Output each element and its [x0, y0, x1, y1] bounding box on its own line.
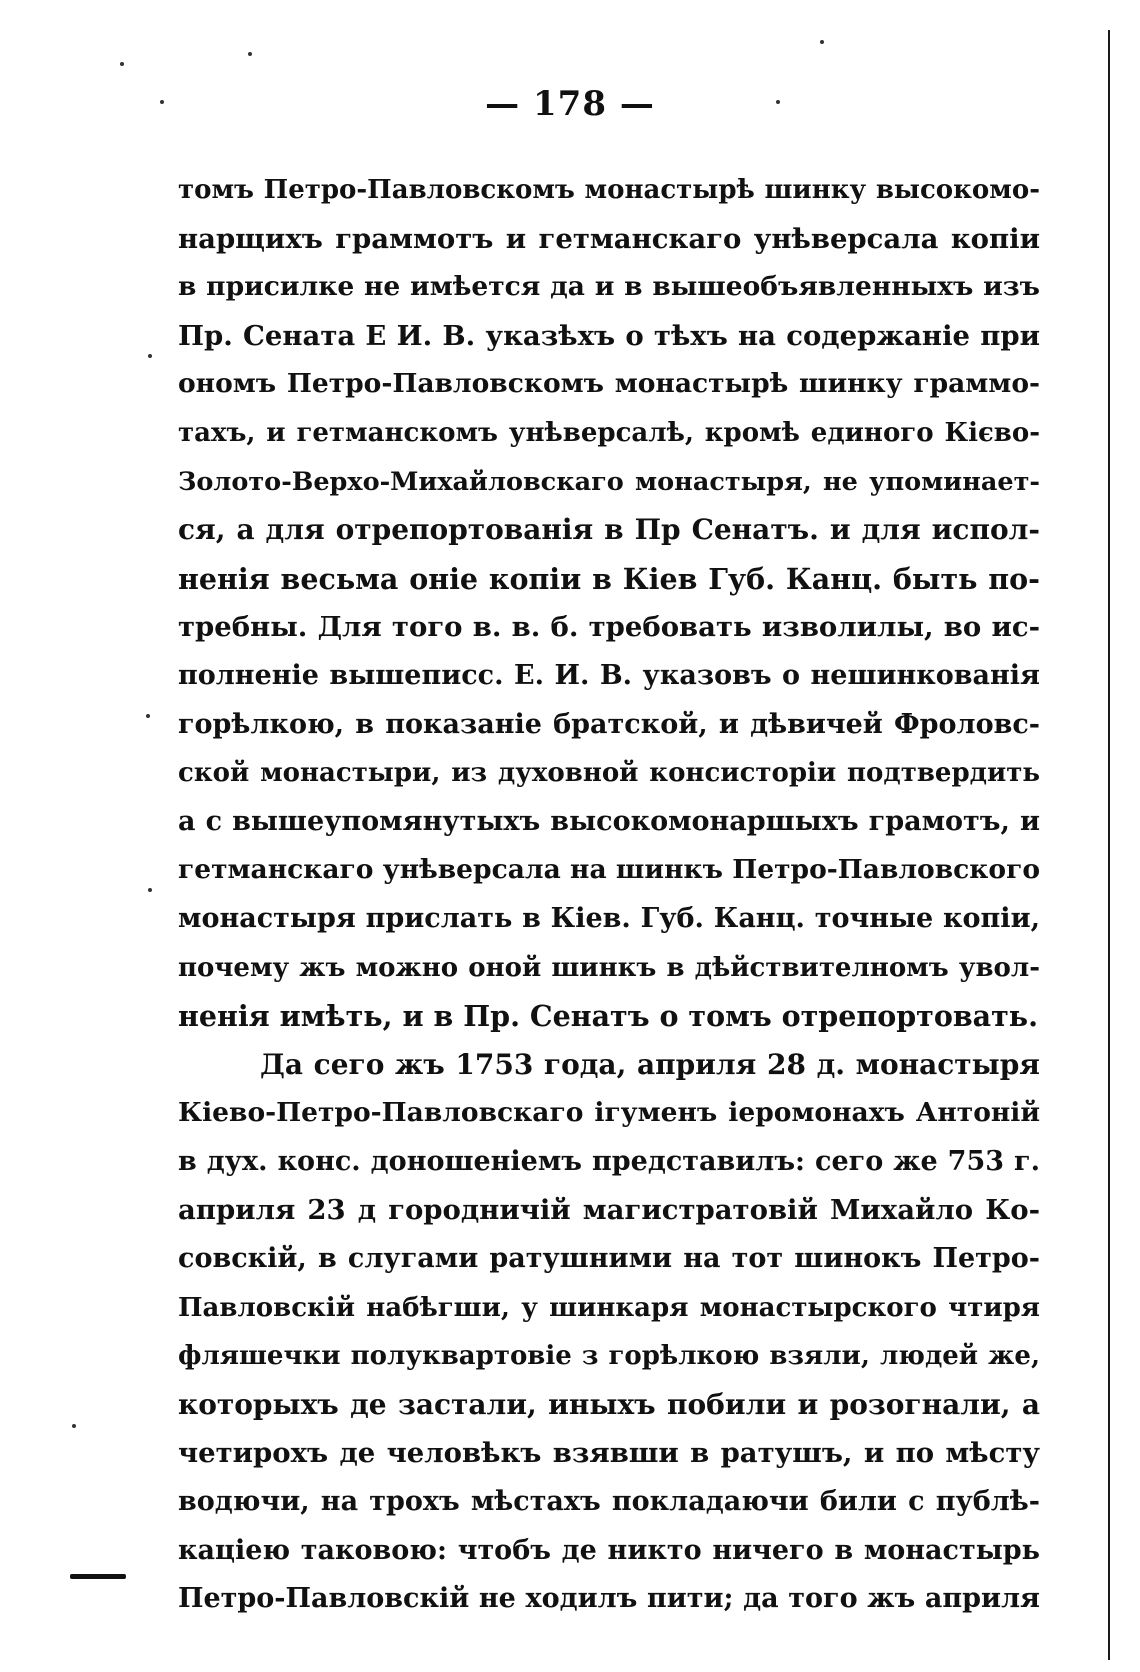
- text-line: в присилке не имѣется да и в вышеобъявленныхъ изъ: [178, 271, 1040, 303]
- text-line: тахъ, и гетманскомъ унѣверсалѣ, кромѣ единого Кієво-: [178, 417, 1040, 448]
- scan-speck: [776, 100, 780, 104]
- scan-speck: [248, 52, 252, 56]
- scan-mark: [70, 1574, 126, 1579]
- text-line: фляшечки полуквартовіе з горѣлкою взяли, людей же,: [178, 1341, 1040, 1372]
- scan-speck: [72, 1424, 76, 1428]
- scan-speck: [148, 888, 152, 892]
- text-line: Петро-Павловскій не ходилъ пити; да того жъ априля: [178, 1583, 1040, 1615]
- text-line: гетманскаго унѣверсала на шинкъ Петро-Павловского: [178, 854, 1040, 886]
- text-line: Пр. Сената Е И. В. указѣхъ о тѣхъ на содержаніе при: [178, 319, 1040, 352]
- text-line: горѣлкою, в показаніе братской, и дѣвичей Фроловс-: [178, 708, 1040, 740]
- scan-speck: [820, 40, 824, 44]
- text-line: которыхъ де застали, иныхъ побили и розогнали, а: [178, 1387, 1040, 1421]
- text-line: ся, а для отрепортованія в Пр Сенатъ. и для испол-: [178, 513, 1040, 547]
- text-line: томъ Петро-Павловскомъ монастырѣ шинку высокомо-: [178, 175, 1040, 205]
- paragraph-2: [178, 1041, 1040, 1624]
- page-number: — 178 —: [485, 84, 655, 124]
- text-line: в дух. конс. доношеніемъ представилъ: сего же 753 г.: [178, 1145, 1040, 1177]
- text-block: [178, 166, 1040, 1624]
- text-line: ненія весьма оніе копіи в Кіев Губ. Канц. быть по-: [178, 561, 1040, 596]
- text-line: водючи, на трохъ мѣстахъ покладаючи били с публѣ-: [178, 1486, 1040, 1518]
- text-line: Золото-Верхо-Михайловскаго монастыря, не упоминает-: [178, 466, 1040, 497]
- scan-speck: [160, 100, 164, 104]
- text-line: четирохъ де человѣкъ взявши в ратушъ, и по мѣсту: [178, 1437, 1040, 1470]
- scan-edge-line: [1108, 30, 1110, 1660]
- text-line: ономъ Петро-Павловскомъ монастырѣ шинку граммо-: [178, 368, 1040, 400]
- text-line: априля 23 д городничій магистратовій Михайло Ко-: [178, 1194, 1040, 1227]
- scan-speck: [146, 714, 150, 718]
- text-line: совскій, в слугами ратушними на тот шинокъ Петро-: [178, 1243, 1040, 1275]
- text-line: а с вышеупомянутыхъ высокомонаршыхъ грамотъ, и: [178, 805, 1040, 837]
- text-line: ской монастыри, из духовной консисторіи подтвердить: [178, 758, 1040, 789]
- text-line: Да сего жъ 1753 года, априля 28 д. монастыря: [260, 1047, 1040, 1081]
- text-line: монастыря прислать в Кіев. Губ. Канц. точные копіи,: [178, 902, 1040, 934]
- text-line: нарщихъ граммотъ и гетманскаго унѣверсала копіи: [178, 222, 1040, 255]
- paragraph-1: [178, 166, 1040, 1041]
- text-line: почему жъ можно оной шинкъ в дѣйствителномъ увол-: [178, 952, 1040, 983]
- text-line: полненіе вышеписс. Е. И. В. указовъ о нешинкованія: [178, 659, 1040, 691]
- scan-speck: [148, 354, 152, 358]
- scan-speck: [120, 62, 124, 66]
- text-line: Кіево-Петро-Павловскаго ігуменъ іеромонахъ Антоній: [178, 1097, 1040, 1129]
- text-line: требны. Для того в. в. б. требовать изволилы, во ис-: [178, 611, 1040, 644]
- text-line: ненія имѣть, и в Пр. Сенатъ о томъ отрепортовать.: [178, 999, 1039, 1034]
- text-line: каціею таковою: чтобъ де никто ничего в монастырь: [178, 1534, 1040, 1566]
- text-line: Павловскій набѣгши, у шинкаря монастырского чтиря: [178, 1292, 1040, 1323]
